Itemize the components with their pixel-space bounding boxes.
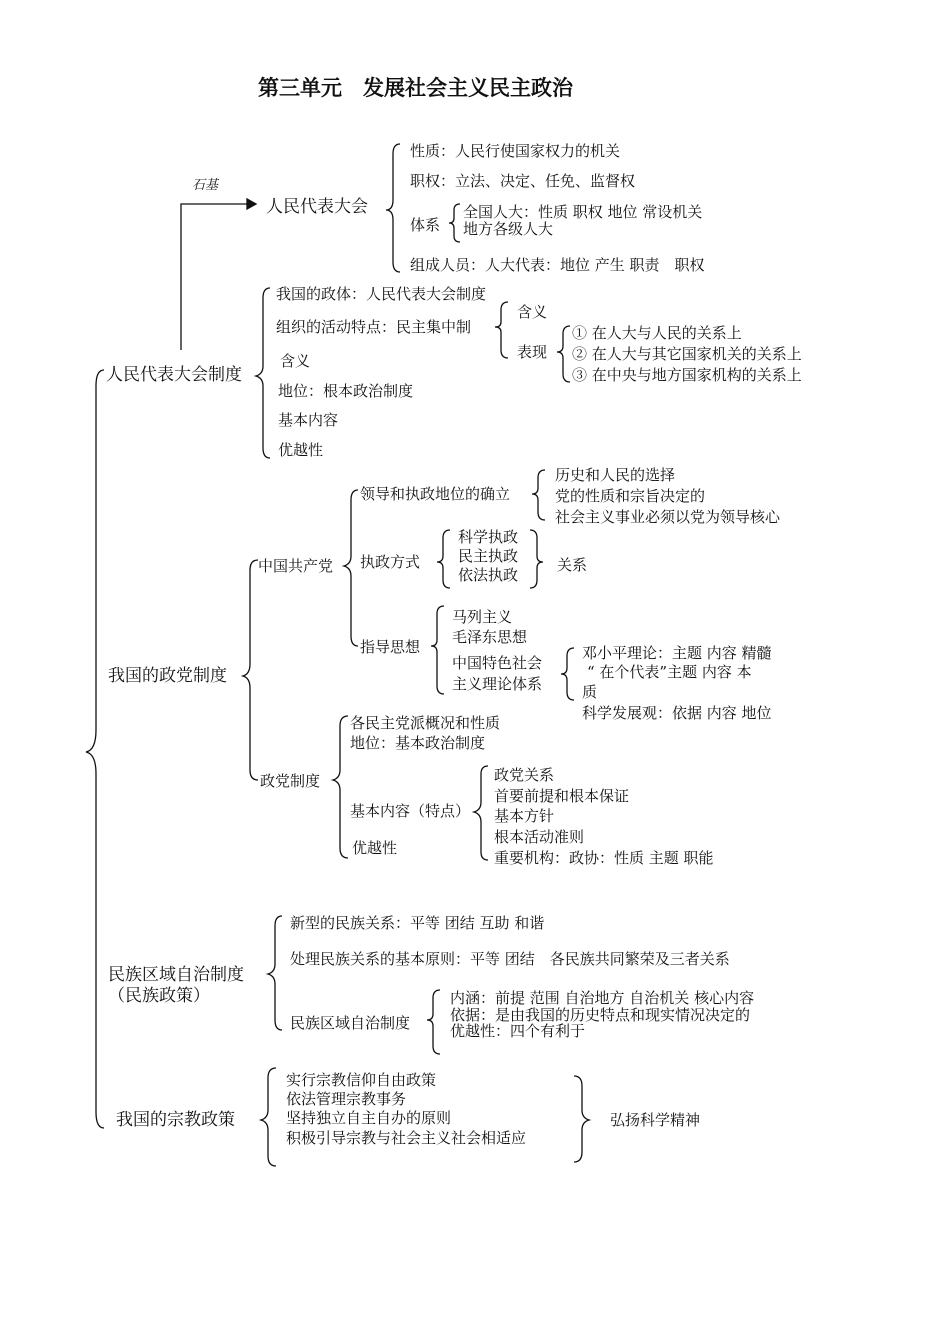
cornerstone-label: 石基 xyxy=(192,178,219,193)
ethnic-3: 民族区域自治制度 xyxy=(290,1014,411,1032)
cpc-brace xyxy=(344,490,358,646)
content-2: 首要前提和根本保证 xyxy=(494,787,630,805)
cornerstone-arrow xyxy=(181,204,247,350)
religion-science: 弘扬科学精神 xyxy=(610,1111,701,1129)
ethnic-detail-1: 内涵：前提 范围 自治地方 自治机关 核心内容 xyxy=(450,989,755,1007)
npc-manifest-2: ② 在人大与其它国家机关的关系上 xyxy=(572,345,802,363)
partysys-3: 基本内容（特点） xyxy=(350,802,471,820)
npc-manifest-1: ① 在人大与人民的关系上 xyxy=(572,324,742,342)
ethnic-sub-brace xyxy=(427,990,440,1054)
theory-3a: 中国特色社会 xyxy=(452,654,543,672)
content-1: 政党关系 xyxy=(494,766,555,784)
page-title: 第三单元 发展社会主义民主政治 xyxy=(258,76,573,100)
religion-right-brace xyxy=(574,1076,589,1162)
npc-org-principle: 组织的活动特点：民主集中制 xyxy=(276,318,472,336)
theory-2: 毛泽东思想 xyxy=(452,628,528,646)
cpc-guiding: 指导思想 xyxy=(360,638,421,656)
theory-3b: 主义理论体系 xyxy=(452,675,543,693)
theory-three-b: 质 xyxy=(582,683,598,701)
guide-brace xyxy=(431,606,444,694)
gov-right-brace xyxy=(530,530,543,588)
religion-node: 我国的宗教政策 xyxy=(116,1110,235,1130)
cpc-governing: 执政方式 xyxy=(360,553,421,571)
theory-brace xyxy=(561,648,574,700)
main-brace xyxy=(86,370,104,1128)
npc-meaning: 含义 xyxy=(280,352,311,370)
party-brace xyxy=(243,560,258,780)
cpc-node: 中国共产党 xyxy=(258,557,334,575)
content-4: 根本活动准则 xyxy=(494,828,585,846)
npc-system-node: 人民代表大会制度 xyxy=(106,365,242,385)
governing-3: 依法执政 xyxy=(458,566,519,584)
governing-1: 科学执政 xyxy=(458,528,519,546)
theory-sci: 科学发展观：依据 内容 地位 xyxy=(582,704,772,722)
npc-superiority: 优越性 xyxy=(278,441,324,459)
npc-manifest: 表现 xyxy=(517,343,548,361)
religion-2: 依法管理宗教事务 xyxy=(286,1090,407,1108)
npc-content: 基本内容 xyxy=(278,411,339,429)
org-brace xyxy=(495,302,508,358)
npc-status: 地位：根本政治制度 xyxy=(278,382,414,400)
gov-brace xyxy=(437,530,450,588)
npc-system-brace xyxy=(256,288,270,458)
partysys-1: 各民主党派概况和性质 xyxy=(350,714,501,732)
ethnic-brace xyxy=(268,916,282,1030)
leadership-1: 历史和人民的选择 xyxy=(555,466,676,484)
ethnic-node-2: （民族政策） xyxy=(108,986,210,1006)
system-brace xyxy=(449,204,460,242)
arrow-head xyxy=(247,199,256,209)
content-3: 基本方针 xyxy=(494,807,555,825)
manifest-brace xyxy=(557,326,570,382)
npc-powers: 职权：立法、决定、任免、监督权 xyxy=(410,172,636,190)
ethnic-1: 新型的民族关系：平等 团结 互助 和谐 xyxy=(290,914,545,932)
npc-brace xyxy=(386,144,400,272)
ethnic-detail-2: 依据：是由我国的历史特点和现实情况决定的 xyxy=(450,1006,751,1024)
leadership-2: 党的性质和宗旨决定的 xyxy=(555,487,706,505)
governing-2: 民主执政 xyxy=(458,547,519,565)
governing-relation: 关系 xyxy=(557,556,588,574)
cpc-leadership: 领导和执政地位的确立 xyxy=(360,485,511,503)
npc-meaning-sub: 含义 xyxy=(517,303,548,321)
npc-nature: 性质：人民行使国家权力的机关 xyxy=(410,142,621,160)
lead-brace xyxy=(532,470,545,520)
theory-three-a: “ 在个代表”主题 内容 本 xyxy=(587,663,752,681)
religion-1: 实行宗教信仰自由政策 xyxy=(286,1071,437,1089)
npc-system-label: 体系 xyxy=(410,216,441,234)
content-brace xyxy=(474,766,488,860)
religion-3: 坚持独立自主自办的原则 xyxy=(286,1109,452,1127)
ethnic-node: 民族区域自治制度 xyxy=(108,965,244,985)
npc-system-2: 地方各级人大 xyxy=(463,220,554,238)
theory-deng: 邓小平理论：主题 内容 精髓 xyxy=(582,644,772,662)
religion-4: 积极引导宗教与社会主义社会相适应 xyxy=(286,1129,527,1147)
npc-members: 组成人员：人大代表：地位 产生 职责 职权 xyxy=(410,256,705,274)
theory-1: 马列主义 xyxy=(452,608,513,626)
partysys-4: 优越性 xyxy=(352,839,398,857)
party-system-node: 我国的政党制度 xyxy=(108,666,227,686)
npc-node: 人民代表大会 xyxy=(266,197,368,217)
npc-system-1: 全国人大：性质 职权 地位 常设机关 xyxy=(463,203,703,221)
ethnic-2: 处理民族关系的基本原则：平等 团结 各民族共同繁荣及三者关系 xyxy=(290,950,730,968)
ethnic-detail-3: 优越性：四个有利于 xyxy=(450,1022,586,1040)
partysys-brace xyxy=(333,716,348,858)
content-5: 重要机构：政协：性质 主题 职能 xyxy=(494,849,714,867)
religion-brace xyxy=(261,1068,276,1166)
party-system-sub: 政党制度 xyxy=(260,772,321,790)
npc-manifest-3: ③ 在中央与地方国家机构的关系上 xyxy=(572,366,802,384)
partysys-2: 地位：基本政治制度 xyxy=(350,734,486,752)
npc-polity: 我国的政体：人民代表大会制度 xyxy=(276,285,487,303)
leadership-3: 社会主义事业必须以党为领导核心 xyxy=(555,508,781,526)
